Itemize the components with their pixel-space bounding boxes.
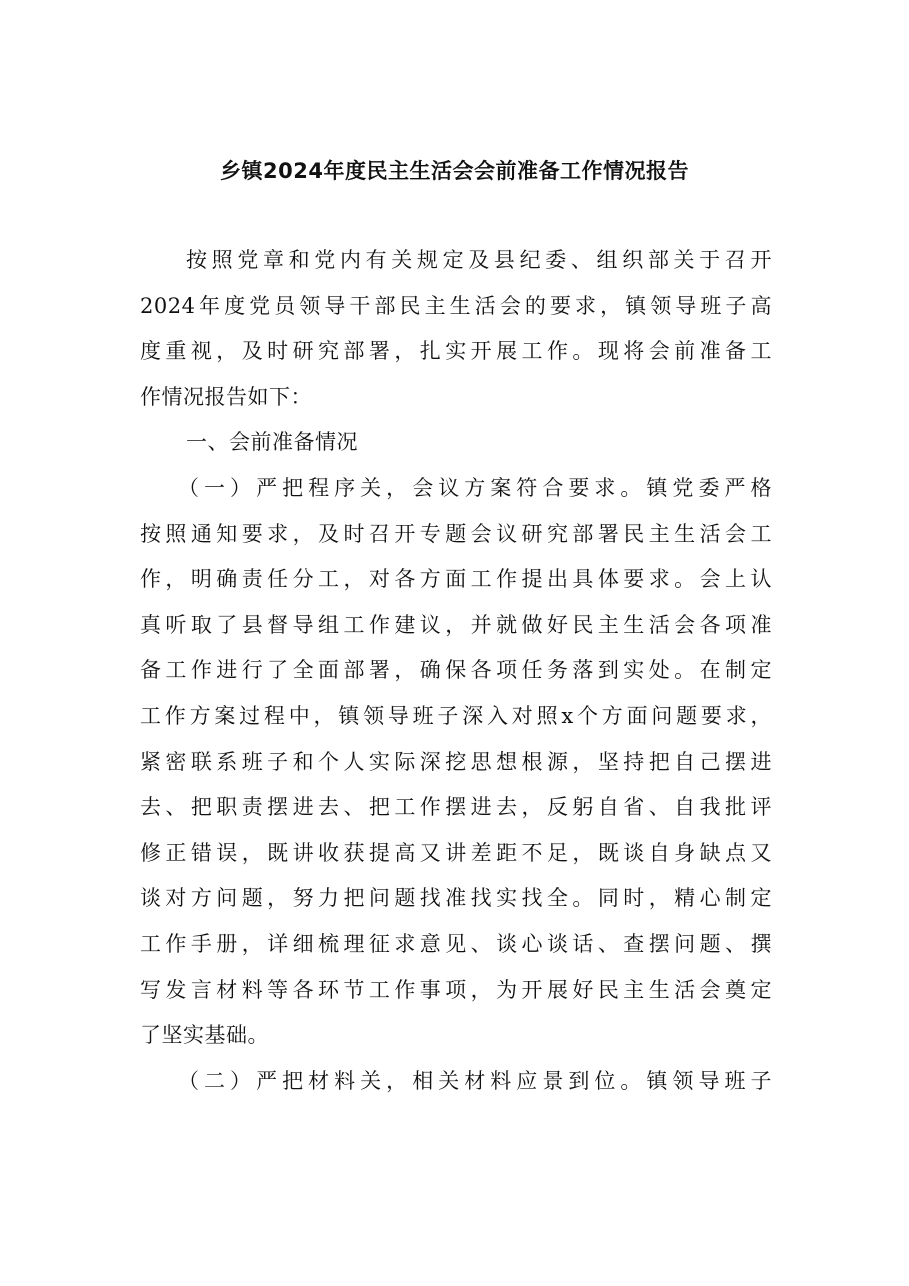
section-heading: 一、会前准备情况 [186,430,358,455]
paragraph-line: 了坚实基础。 [140,1023,269,1048]
document-title: 乡镇2024年度民主生活会会前准备工作情况报告 [220,159,689,183]
paragraph-line: 紧密联系班子和个人实际深挖思想根源，坚持把自己摆进 [140,749,772,774]
paragraph-line: 写发言材料等各环节工作事项，为开展好民主生活会奠定 [140,977,772,1002]
paragraph-line: 2024年度党员领导干部民主生活会的要求，镇领导班子高 [140,293,772,318]
paragraph-line: 备工作进行了全面部署，确保各项任务落到实处。在制定 [140,658,772,683]
paragraph-line: 修正错误，既讲收获提高又讲差距不足，既谈自身缺点又 [140,840,772,865]
paragraph-line: 作情况报告如下： [140,384,312,409]
paragraph-line: 工作手册，详细梳理征求意见、谈心谈话、查摆问题、撰 [140,931,772,956]
paragraph-line: 工作方案过程中，镇领导班子深入对照x个方面问题要求， [140,703,772,728]
paragraph-line: （一）严把程序关，会议方案符合要求。镇党委严格 [178,475,772,500]
paragraph-line: 按照通知要求，及时召开专题会议研究部署民主生活会工 [140,521,772,546]
paragraph-line: 度重视，及时研究部署，扎实开展工作。现将会前准备工 [140,339,772,364]
paragraph-line: 按照党章和党内有关规定及县纪委、组织部关于召开 [186,248,772,272]
paragraph-line: 作，明确责任分工，对各方面工作提出具体要求。会上认 [140,567,772,592]
paragraph-line: （二）严把材料关，相关材料应景到位。镇领导班子 [178,1068,772,1093]
document-body [140,238,772,1104]
paragraph-line: 真听取了县督导组工作建议，并就做好民主生活会各项准 [140,612,772,637]
paragraph-line: 去、把职责摆进去、把工作摆进去，反躬自省、自我批评 [140,795,772,820]
paragraph-line: 谈对方问题，努力把问题找准找实找全。同时，精心制定 [140,886,772,911]
